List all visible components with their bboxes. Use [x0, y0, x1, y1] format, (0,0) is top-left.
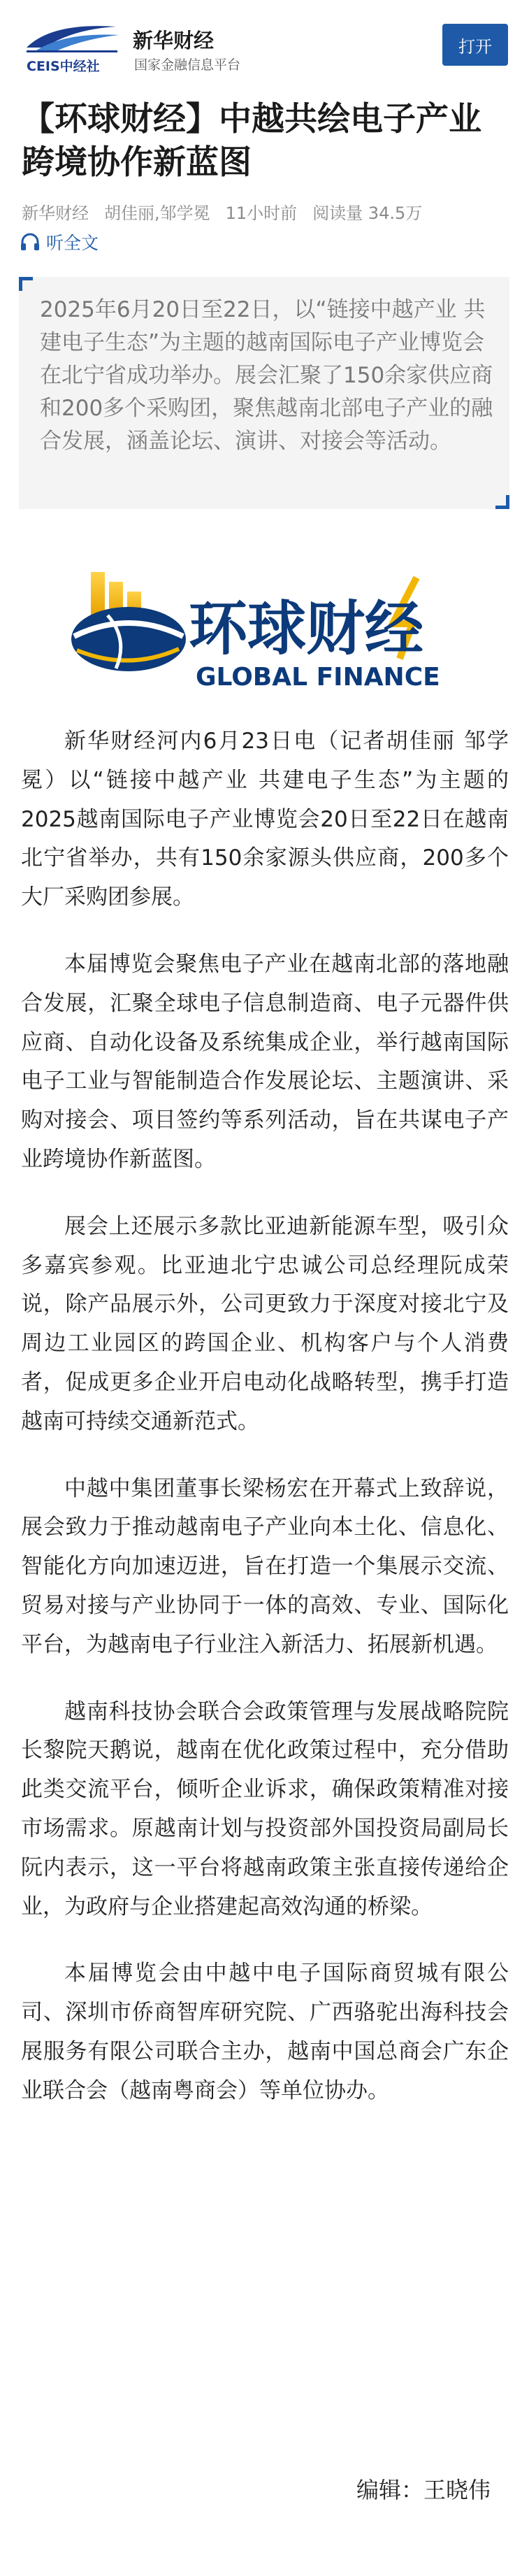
app-header	[0, 0, 529, 91]
article-paragraph: 中越中集团董事长梁杨宏在开幕式上致辞说，展会致力于推动越南电子产业向本土化、信息化、智能化方向加速迈进，旨在打造一个集展示交流、贸易对接与产业协同于一体的高效、专业、国际化平台，为越南电子行业注入新活力、拓展新机遇。	[21, 1475, 509, 1657]
brand-name: 新华财经	[133, 29, 215, 52]
logo-text: CEIS中经社	[27, 59, 100, 74]
summary-box	[19, 277, 509, 509]
global-finance-logo	[59, 566, 464, 699]
meta-time: 11小时前	[225, 203, 298, 223]
open-app-button[interactable]: 打开	[442, 24, 508, 66]
article-title: 【环球财经】中越共绘电子产业跨境协作新蓝图	[22, 100, 481, 183]
editor-credit: 编辑：王晓伟	[356, 2477, 491, 2503]
meta-read-count: 阅读量 34.5万	[312, 203, 423, 223]
meta-authors: 胡佳丽,邹学冕	[104, 203, 210, 223]
headphones-icon	[20, 232, 41, 252]
meta-source: 新华财经	[22, 203, 89, 223]
brand-subtitle: 国家金融信息平台	[134, 57, 241, 73]
listen-label: 听全文	[46, 233, 99, 253]
article-paragraph: 本届博览会聚焦电子产业在越南北部的落地融合发展，汇聚全球电子信息制造商、电子元器件供应商、自动化设备及系统集成企业，举行越南国际电子工业与智能制造合作发展论坛、主题演讲、采购对接会、项目签约等系列活动，旨在共谋电子产业跨境协作新蓝图。	[21, 951, 509, 1172]
article-body	[21, 722, 509, 2139]
article-paragraph: 本届博览会由中越中电子国际商贸城有限公司、深圳市侨商智库研究院、广西骆驼出海科技会展服务有限公司联合主办，越南中国总商会广东企业联合会（越南粤商会）等单位协办。	[21, 1961, 509, 2103]
article-paragraph: 展会上还展示多款比亚迪新能源车型，吸引众多嘉宾参观。比亚迪北宁忠诚公司总经理阮成荣说，除产品展示外，公司更致力于深度对接北宁及周边工业园区的跨国企业、机构客户与个人消费者，促成更多企业开启电动化战略转型，携手打造越南可持续交通新范式。	[21, 1213, 509, 1434]
banner-title: 环球财经	[189, 594, 424, 663]
ceis-logo	[24, 20, 120, 74]
logo-swoosh-icon	[24, 20, 120, 55]
article-meta	[22, 199, 437, 224]
listen-full-text-button[interactable]	[20, 229, 99, 255]
banner-subtitle: GLOBAL FINANCE	[196, 663, 440, 692]
corner-mark-top-left	[19, 277, 33, 291]
article-paragraph: 越南科技协会联合会政策管理与发展战略院院长黎院天鹅说，越南在优化政策过程中，充分借助此类交流平台，倾听企业诉求，确保政策精准对接市场需求。原越南计划与投资部外国投资局副局长阮内表示，这一平台将越南政策主张直接传递给企业，为政府与企业搭建起高效沟通的桥梁。	[21, 1698, 509, 1919]
global-finance-banner	[59, 566, 464, 699]
summary-text: 2025年6月20日至22日，以“链接中越产业 共建电子生态”为主题的越南国际电子产业博览会在北宁省成功举办。展会汇聚了150余家供应商和200多个采购团，聚焦越南北部电子产业的融合发展，涵盖论坛、演讲、对接会等活动。	[40, 297, 493, 455]
article-paragraph: 新华财经河内6月23日电（记者胡佳丽 邹学冕）以“链接中越产业 共建电子生态”为主题的2025越南国际电子产业博览会20日至22日在越南北宁省举办，共有150余家源头供应商，200多个大厂采购团参展。	[21, 729, 509, 910]
corner-mark-bottom-right	[495, 495, 509, 509]
